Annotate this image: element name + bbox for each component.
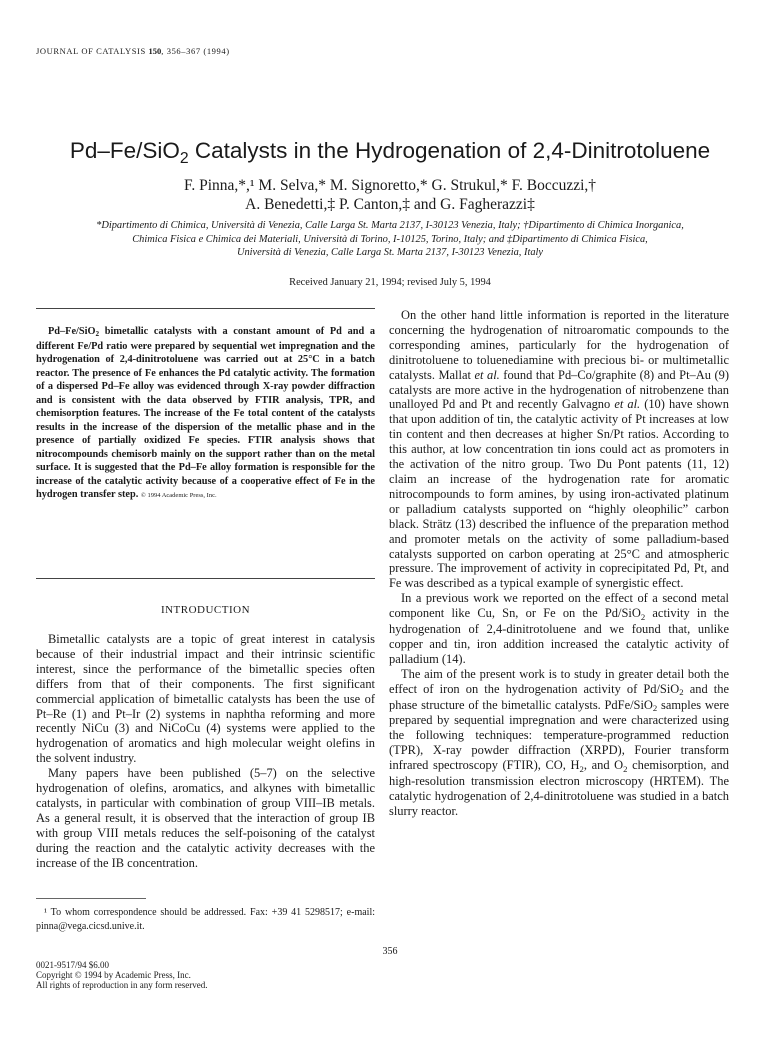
journal-pages-year: , 356–367 (1994) [161,46,230,56]
paragraph: On the other hand little information is reported in the literature concerning the hydrogenation of nitroaromatic compounds to the corresponding amines, particularly for the hydrogenation of dinitrotoluene to toluenediamine with precious bi- or multimetallic catalysts. Mallat et al. found that Pd–Co/graphite (8) and Pt–Au (9) catalysts are more active in the hydrogenation of nitrobenzene than unalloyed Pd and Pt and recently Galvagno et al. (10) have shown that upon addition of tin, the catalytic activity of Pt increases at low tin content and then decreases at higher Sn/Pt ratios. According to this author, at low concentration tin ions could act as promoters in the activation of the nitro group. Two Du Pont patents (11, 12) claim an increase of the hydrogenation rate for aromatic nitrocompounds to form amines, by using iron-activated platinum or palladium catalysts supported on “highly oleophilic” carbon black. Strätz (13) described the influence of the preparation method and promoter metals on the activity of some palladium-based catalysts supported on carbon operating at 25°C and atmospheric pressure. The improvement of activity in coprecipitated Pd, Pt, and Fe was described as a typical example of synergistic effect. [389,308,730,591]
rights-line: All rights of reproduction in any form reserved. [36,980,208,991]
page-number: 356 [382,946,398,957]
footnote-rule [36,898,146,899]
author-list [0,176,780,214]
issn-price: 0021-9517/94 $6.00 [36,960,109,970]
paragraph: Bimetallic catalysts are a topic of great interest in catalysis because of their industrial impact and their intrinsic scientific interest, since the performance of the bimetallic species often differs from that of their components. The first significant commercial application of bimetallic catalysts has been the use of Pt–Re (1) and Pt–Ir (2) systems in naphtha reforming and more recently NiCu (3) and NiCoCu (4) systems were applied to the hydrogenation of aromatics and high molecular weight olefins in the solvent industry. [36,632,375,766]
copyright-line: Copyright © 1994 by Academic Press, Inc. [36,970,191,981]
affiliation-line-1: *Dipartimento di Chimica, Università di Venezia, Calle Larga St. Marta 2137, I-30123 Venezia, Italy; †Dipartimento di Chimica Inorganica, [96,220,684,231]
paragraph: In a previous work we reported on the effect of a second metal component like Cu, Sn, or Fe on the Pd/SiO$_2$ activity in the hydrogenation of 2,4-dinitrotoluene and we found that, unlike copper and tin, iron addition increased the catalytic activity of palladium (14). [389,591,729,666]
received-dates: Received January 21, 1994; revised July 5, 1994 [289,277,491,288]
affiliation-line-3: Università di Venezia, Calle Larga St. Marta 2137, I-30123 Venezia, Italy [236,247,544,258]
journal-name: JOURNAL OF CATALYSIS [36,46,149,56]
journal-header [36,46,230,56]
section-heading-introduction: INTRODUCTION [160,604,251,616]
affiliations [20,219,760,260]
author-line-2: A. Benedetti,‡ P. Canton,‡ and G. Fagherazzi‡ [245,196,535,213]
footnote-text: ¹ To whom correspondence should be addressed. Fax: +39 41 5298517; e-mail: pinna@vega.cicsd.unive.it. [36,907,375,932]
affiliation-line-2: Chimica Fisica e Chimica dei Materiali, Università di Torino, I-10125, Torino, Italy; and ‡Dipartimento di Chimica Fisica, [132,233,648,245]
paragraph: The aim of the present work is to study in greater detail both the effect of iron on the hydrogenation activity of Pd/SiO$_2$ and the phase structure of the bimetallic catalysts. PdFe/SiO$_2$ samples were prepared by sequential impregnation and were characterized using the following techniques: temperature-programmed reduction (TPR), X-ray powder diffraction (XRPD), Fourier transform infrared spectroscopy (FTIR), CO, $H_2$, and $O_2$ chemisorption, and high-resolution transmission electron microscopy (HRTEM). The catalytic hydrogenation of 2,4-dinitrotoluene was studied in a batch slurry reactor. [389,666,729,818]
abstract-copyright: © 1994 Academic Press, Inc. [140,492,217,499]
author-line-1: F. Pinna,*,¹ M. Selva,* M. Signoretto,* G. Strukul,* F. Boccuzzi,† [183,177,597,194]
paragraph: Many papers have been published (5–7) on the selective hydrogenation of olefins, aromatics, and alkynes with bimetallic catalysts, in particular with combination of group VIII–IB metals. As a general result, it is observed that the interaction of group IB with group VIII metals reduces the self-poisoning of the catalyst during the reaction and the catalytic activity decreases with the increase of the IB concentration. [36,766,375,870]
left-column [36,632,375,871]
abstract-top-rule [36,308,375,309]
paper-title: Pd–Fe/SiO$_2$ Catalysts in the Hydrogenation of 2,4-Dinitrotoluene [69,138,711,167]
copyright-block [36,960,207,991]
right-column [389,308,729,819]
abstract-text: Pd–Fe/SiO$_2$ bimetallic catalysts with a constant amount of Pd and a different Fe/Pd ratio were prepared by sequential wet impregnation and the hydrogenation of 2,4-dinitrotoluene was carried out at 25°C in a batch reactor. The presence of Fe enhances the Pd catalytic activity. The formation of a dispersed Pd–Fe alloy was evidenced through X-ray powder diffraction and is consistent with the data observed by FTIR analysis, TPR, and chemisorption features. The increase of the Fe total content of the catalysts results in the increase of the dispersion of the metallic phase and in the presence of partially oxidized Fe species. FTIR analysis shows that nitrocompounds chemisorb mainly on the support rather than on the metal surface. It is suggested that the Pd–Fe alloy formation is responsible for the increase of the catalytic activity because of a cooperative effect of Fe in the hydrogen transfer step. © 1994 Academic Press, Inc. [36,326,375,500]
journal-volume: 150 [148,46,162,56]
abstract-bottom-rule [36,578,375,579]
abstract [36,325,375,503]
footnote [36,906,375,933]
